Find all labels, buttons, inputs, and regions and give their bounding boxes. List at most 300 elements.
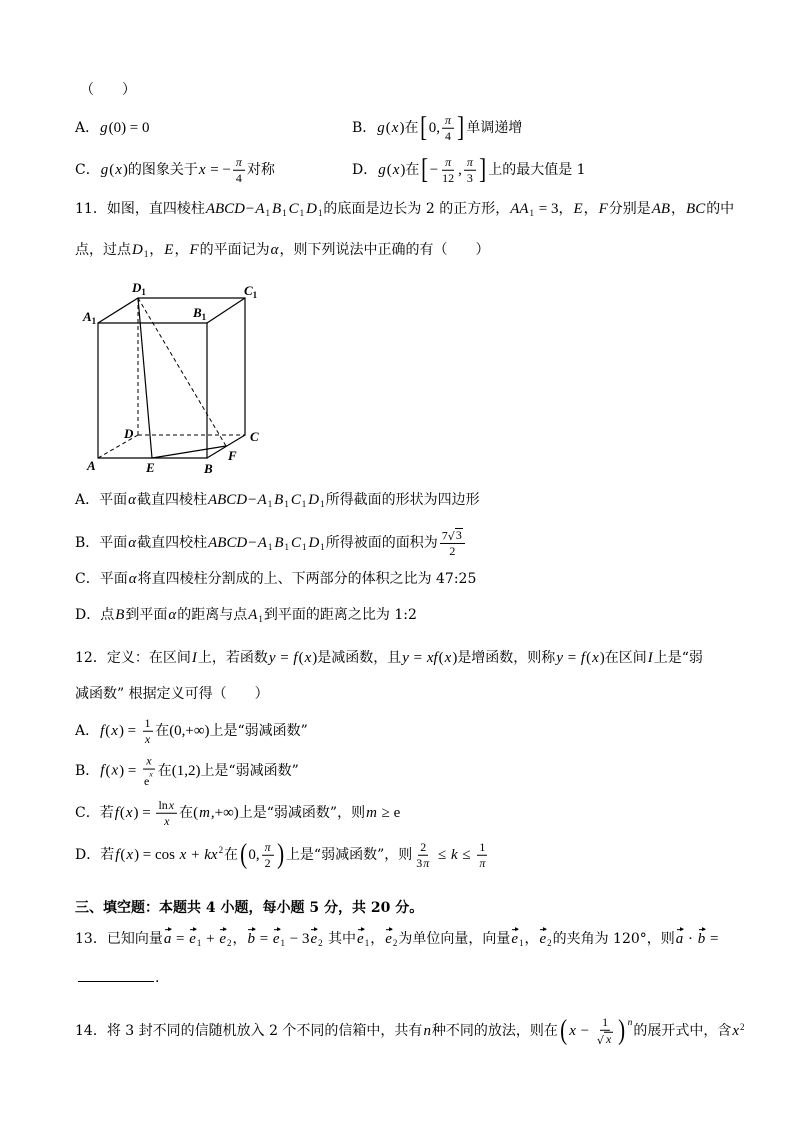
bracket-right: ] [457, 112, 465, 143]
bracket-content [429, 114, 456, 143]
vector-symbol: e [310, 931, 318, 948]
fraction [414, 841, 432, 870]
text-run: 在 [157, 763, 172, 779]
bracket-content [430, 156, 478, 185]
math-symbol: ( [386, 162, 392, 178]
math-variable: g [100, 162, 109, 178]
q13-stem [75, 930, 718, 952]
math-variable: π [235, 154, 242, 169]
fraction-numerator [143, 755, 154, 770]
fraction [262, 841, 274, 870]
math-variable: x [111, 723, 118, 739]
math-symbol: ≤ [458, 847, 475, 863]
fraction-numerator [262, 841, 274, 856]
math-variable: B [274, 492, 284, 509]
math-variable: BC [686, 201, 706, 218]
math-variable: f [114, 805, 119, 821]
math-variable: π [479, 855, 486, 870]
text-run: 所得截面的形状为四边形 [325, 492, 480, 509]
math-variable: π [423, 855, 430, 870]
math-symbol: ) [599, 650, 605, 666]
label-f: F [228, 448, 237, 463]
q12-stem-line-2 [75, 685, 269, 703]
fraction-denominator [234, 171, 244, 185]
label-subscript: 1 [201, 312, 207, 322]
label-subscript: 1 [141, 287, 146, 297]
answer-blank [78, 981, 154, 982]
math-variable: E [164, 242, 174, 259]
subscript: 1 [143, 248, 149, 259]
math-variable: g [100, 120, 108, 136]
math-symbol: e [144, 773, 150, 788]
q10-answer-bracket [80, 81, 136, 99]
math-variable: m [199, 805, 210, 821]
math-variable: α [128, 571, 137, 587]
text-run: ，则下列说法中正确的有（ ） [279, 242, 490, 259]
text-run: （ ） [80, 82, 136, 98]
math-variable: x [164, 813, 170, 828]
subscript: 2 [318, 937, 323, 948]
vector-symbol: e [357, 931, 364, 948]
q11-option-a [75, 491, 480, 513]
math-variable: f [100, 763, 105, 779]
text-run: ， [671, 201, 686, 218]
radical [597, 1032, 613, 1046]
text-run: 上的最大值是 1 [488, 162, 586, 178]
superscript: 2 [218, 845, 224, 856]
math-symbol: 0, [248, 847, 260, 863]
fraction-denominator [263, 856, 273, 870]
vector-symbol: e [189, 931, 196, 948]
math-variable: f [115, 847, 120, 863]
math-variable: x [115, 162, 122, 178]
math-symbol: (0) = 0 [108, 120, 150, 136]
math-symbol: = [255, 931, 272, 948]
math-variable: k [450, 847, 458, 863]
math-variable: x [125, 805, 133, 821]
text-run: 其中 [323, 931, 357, 948]
fraction [476, 841, 488, 870]
label-a: A [87, 458, 96, 473]
q10-option-a [75, 119, 149, 137]
fraction [142, 717, 153, 746]
math-symbol: = 3 [535, 201, 559, 218]
text-run: 分别是 [608, 201, 651, 218]
radical-sign: √ [596, 1033, 604, 1047]
text-run: 是增函数，则称 [457, 650, 556, 666]
math-symbol: ( [105, 763, 111, 779]
fraction-denominator [142, 732, 153, 746]
bracket-left: [ [420, 112, 428, 143]
vector-symbol: b [697, 931, 706, 948]
text-run: 在 [404, 120, 419, 136]
q14-stem [75, 1014, 746, 1046]
text-run: 上是“弱 [653, 650, 703, 666]
math-symbol: ln [158, 797, 168, 812]
vector-symbol: b [247, 931, 255, 948]
fraction-numerator [477, 841, 487, 856]
subscript: 1 [280, 937, 286, 948]
math-symbol: 12 [442, 170, 455, 185]
subscript: 1 [265, 207, 271, 218]
radical-sign: √ [447, 529, 455, 543]
q11-option-c [75, 570, 476, 588]
q11-stem-line-2 [75, 241, 489, 263]
math-symbol: ) = cos [134, 847, 179, 863]
bracket-content [568, 1016, 617, 1046]
label-letter: A [83, 309, 92, 324]
text-run: 截直四校柱 [137, 534, 208, 551]
math-symbol: − 3 [286, 931, 310, 948]
fraction-numerator [442, 156, 454, 171]
vector-symbol: a [163, 931, 172, 948]
math-symbol: (0,+∞) [169, 723, 210, 739]
text-run: 为单位向量，向量 [398, 931, 511, 948]
subscript: 1 [301, 498, 307, 509]
fraction-numerator [600, 1016, 610, 1031]
vector-symbol: e [539, 931, 547, 948]
bracket-right: ) [618, 1015, 626, 1047]
math-symbol: ( [119, 805, 125, 821]
fraction-denominator [142, 769, 156, 787]
vector-symbol: a [675, 931, 684, 948]
label-e: E [146, 460, 155, 475]
math-symbol: ( [298, 650, 304, 666]
math-variable: x [126, 847, 134, 863]
text-run: B．平面 [75, 534, 128, 551]
radicand [455, 528, 463, 542]
math-variable: x [146, 753, 152, 768]
math-symbol: 3 [455, 527, 462, 542]
math-symbol: + [187, 847, 204, 863]
math-variable: π [445, 112, 451, 127]
math-variable: x [111, 763, 119, 779]
math-variable: xf [426, 650, 438, 666]
math-symbol: 2 [449, 544, 456, 559]
label-letter: D [132, 280, 142, 295]
math-variable: A [248, 607, 258, 624]
q11-option-b [75, 528, 467, 558]
math-symbol: 0, [428, 120, 440, 136]
q10-option-c [75, 156, 275, 185]
math-variable: α [128, 534, 137, 551]
math-variable: B [115, 607, 125, 624]
math-symbol: ) [122, 162, 128, 178]
text-run: ， [149, 242, 164, 259]
math-symbol: ( [438, 650, 444, 666]
math-symbol: ( [385, 120, 391, 136]
text-run: 截直四棱柱 [136, 492, 207, 509]
math-variable: x [392, 162, 400, 178]
text-run: 上，若函数 [197, 650, 268, 666]
math-variable: y [402, 650, 409, 666]
math-symbol: ) [399, 120, 405, 136]
fraction-denominator [161, 814, 172, 828]
math-variable: π [466, 154, 473, 169]
subscript: 1 [282, 207, 287, 218]
label-subscript: 1 [252, 290, 258, 300]
math-symbol: 7 [441, 528, 448, 543]
math-symbol: 1 [602, 1015, 609, 1030]
math-variable: x [605, 1031, 612, 1046]
text-run: 的夹角为 120°，则 [552, 931, 675, 948]
section-heading: 三、填空题：本题共 4 小题，每小题 5 分，共 20 分。 [75, 900, 424, 916]
fraction [595, 1016, 615, 1046]
text-run: D．若 [75, 847, 115, 863]
label-letter: B [193, 305, 202, 320]
math-symbol: − [576, 1023, 593, 1040]
text-run: 的底面是边长为 2 的正方形， [323, 201, 510, 218]
math-symbol: 3 [416, 855, 423, 870]
text-run: ， [524, 931, 539, 948]
math-variable: α [168, 607, 177, 624]
math-variable: g [377, 120, 385, 136]
bracket-group [420, 156, 487, 185]
math-symbol: ) = [118, 723, 140, 739]
math-symbol: , [458, 162, 462, 178]
math-symbol: ( [105, 723, 111, 739]
subscript: 1 [320, 498, 325, 509]
math-symbol: 3 [466, 170, 473, 185]
subscript: 1 [267, 498, 273, 509]
math-variable: C [290, 534, 301, 551]
text-run: 将直四棱柱分割成的上、下两部分的体积之比为 47:25 [137, 571, 477, 587]
math-symbol: = [409, 650, 426, 666]
text-run: 的图象关于 [127, 162, 198, 178]
edge-d1-a1 [98, 298, 138, 323]
fraction-numerator [233, 156, 245, 171]
math-variable: x [391, 120, 399, 136]
q10-option-b [352, 114, 522, 143]
bracket-group [239, 841, 285, 870]
fraction-denominator [414, 856, 432, 870]
math-symbol: ) [400, 162, 406, 178]
fraction [233, 156, 245, 185]
text-run: 12．定义：在区间 [75, 650, 191, 666]
text-run: 点，过点 [75, 242, 131, 259]
math-variable: α [270, 242, 279, 259]
text-run: B． [352, 120, 377, 136]
q12-option-b [75, 755, 299, 788]
math-variable: ABCD [207, 492, 248, 509]
math-symbol: = [563, 650, 580, 666]
math-variable: x [304, 650, 312, 666]
bracket-left: ( [240, 839, 248, 870]
math-variable: x [592, 650, 599, 666]
text-run: 在区间 [604, 650, 647, 666]
math-variable: x [198, 162, 206, 178]
math-variable: m [366, 805, 377, 821]
math-variable: x [168, 797, 175, 812]
text-run: A． [75, 120, 100, 136]
math-symbol: ) [452, 650, 458, 666]
fraction [440, 528, 465, 558]
hidden-segment-d1-f [138, 298, 226, 446]
subscript: 1 [320, 541, 325, 552]
math-variable: x [144, 731, 151, 746]
fraction-denominator [440, 171, 456, 185]
text-run: ， [370, 931, 385, 948]
text-run: ， [232, 931, 247, 948]
fraction [442, 114, 454, 143]
text-run: 14．将 3 封不同的信随机放入 2 个不同的信箱中，共有 [75, 1023, 423, 1040]
bracket-group [559, 1016, 627, 1046]
label-a1 [82, 309, 97, 326]
bracket-right: ] [479, 154, 487, 185]
text-run: D．点 [75, 607, 115, 624]
label-b: B [204, 461, 213, 476]
math-symbol: = [276, 650, 293, 666]
math-variable: f [580, 650, 586, 666]
text-run: 11．如图，直四棱柱 [75, 201, 205, 218]
subscript: 1 [258, 613, 263, 624]
subscript: 1 [299, 207, 305, 218]
subscript: 2 [226, 937, 232, 948]
text-run: D． [352, 162, 378, 178]
math-symbol: = [172, 931, 189, 948]
q12-stem-line-1 [75, 649, 703, 667]
math-symbol: = [706, 931, 719, 948]
subscript: 1 [284, 541, 289, 552]
bracket-right: ) [276, 839, 284, 870]
math-variable: B [274, 534, 284, 551]
text-run: 的平面记为 [199, 242, 270, 259]
math-symbol: − [429, 162, 439, 178]
text-run: 上是“弱减函数”，则 [285, 847, 413, 863]
q11-stem-line-1 [75, 200, 734, 222]
vector-symbol: e [219, 931, 226, 948]
math-symbol: = − [206, 162, 231, 178]
bracket-left: ( [560, 1015, 568, 1047]
text-run: ， [583, 201, 598, 218]
math-variable: π [445, 154, 452, 169]
vector-symbol: e [272, 931, 280, 948]
fraction [142, 755, 156, 788]
segment-e-f [152, 446, 226, 458]
math-symbol: 4 [445, 128, 451, 143]
label-d: D [124, 426, 134, 441]
text-run: 到平面 [125, 607, 168, 624]
math-variable: B [272, 201, 282, 218]
math-variable: α [128, 492, 136, 509]
label-c: C [250, 429, 259, 444]
math-variable: I [647, 650, 653, 666]
math-variable: D [132, 242, 143, 259]
math-variable: x [569, 1023, 576, 1040]
superscript: 2 [740, 1021, 745, 1032]
math-variable: C [290, 492, 301, 509]
math-symbol: ≥ e [377, 805, 401, 821]
fraction-numerator [156, 799, 177, 814]
text-run: 种不同的放法，则在 [431, 1023, 558, 1040]
q12-option-a [75, 717, 308, 746]
math-symbol: ( [109, 162, 115, 178]
math-symbol: ) = [119, 763, 141, 779]
fraction [464, 156, 476, 185]
math-symbol: − [248, 534, 257, 551]
text-run: 的中 [706, 201, 735, 218]
text-run: 上是“弱减函数” [200, 763, 299, 779]
subscript: 1 [317, 207, 323, 218]
label-b1 [192, 305, 207, 322]
math-symbol: 1 [479, 839, 486, 854]
bracket-content [248, 841, 275, 870]
segment-d1-e [138, 298, 152, 458]
math-symbol: ( [120, 847, 126, 863]
text-run: 在 [155, 723, 170, 739]
text-run: A．平面 [75, 492, 128, 509]
fraction [156, 799, 177, 828]
label-d1 [131, 280, 146, 297]
math-variable: f [100, 723, 105, 739]
fraction-numerator [440, 528, 465, 544]
math-variable: y [268, 650, 276, 666]
math-variable: D [308, 534, 320, 551]
vector-symbol: e [511, 931, 518, 948]
q12-option-c [75, 799, 400, 828]
text-run: 的距离与点 [177, 607, 248, 624]
superscript: n [627, 1017, 633, 1028]
text-run: B． [75, 763, 100, 779]
label-subscript: 1 [91, 316, 97, 326]
math-variable: F [598, 201, 608, 218]
text-run: 在 [179, 805, 194, 821]
vector-symbol: e [385, 931, 392, 948]
text-run: A． [75, 723, 100, 739]
math-variable: AB [651, 201, 671, 218]
text-run: 上是“弱减函数”，则 [238, 805, 366, 821]
prism-figure [80, 278, 270, 478]
subscript: 1 [301, 541, 307, 552]
text-run: 到平面的距离之比为 1:2 [263, 607, 417, 624]
math-variable: kx [204, 847, 218, 863]
math-variable: x [179, 847, 187, 863]
text-run: 13．已知向量 [75, 931, 163, 948]
math-variable: x [444, 650, 452, 666]
math-symbol: − [245, 201, 255, 218]
math-variable: x [732, 1023, 740, 1040]
math-symbol: (1,2) [171, 763, 201, 779]
radical [448, 528, 463, 542]
math-symbol: ( [193, 805, 199, 821]
subscript: 2 [392, 937, 398, 948]
text-run: 上是“弱减函数” [209, 723, 308, 739]
text-run: 所得被面的面积为 [325, 534, 438, 551]
radicand [604, 1032, 613, 1046]
text-run: 单调递增 [466, 120, 523, 136]
text-run: 在 [224, 847, 239, 863]
text-run: 在 [405, 162, 420, 178]
math-symbol: ,+∞) [210, 805, 239, 821]
math-symbol: 2 [264, 855, 271, 870]
math-variable: A [255, 201, 265, 218]
math-variable: f [293, 650, 298, 666]
math-variable: A [257, 492, 267, 509]
text-run: ， [174, 242, 189, 259]
text-run: C． [75, 162, 100, 178]
subscript: 2 [547, 937, 552, 948]
q10-option-d [352, 156, 586, 185]
math-variable: g [378, 162, 386, 178]
subscript: 1 [284, 498, 289, 509]
math-variable: π [264, 839, 271, 854]
fraction-denominator [465, 171, 475, 185]
math-variable: E [573, 201, 583, 218]
math-symbol: − [248, 492, 257, 509]
fraction-numerator [464, 156, 476, 171]
math-symbol: 4 [235, 170, 242, 185]
math-variable: I [191, 650, 197, 666]
